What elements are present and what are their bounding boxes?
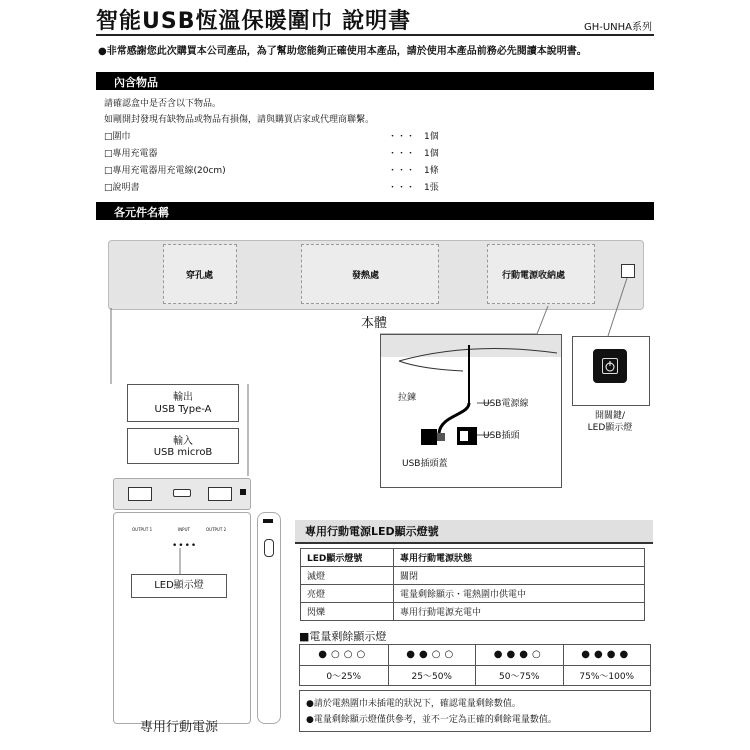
- port-label-output-1: OUTPUT 1: [132, 527, 153, 532]
- contents-note-1: 請確認盒中是否含以下物品。: [104, 99, 222, 109]
- led-signal-cell: 亮燈: [301, 585, 394, 603]
- led-state-cell: 電量剩餘顯示・電熱圍巾供電中: [394, 585, 645, 603]
- battery-dots-icon: ●●●○: [476, 649, 563, 666]
- battery-range-label: 75%〜100%: [579, 672, 635, 682]
- battery-level-cell: [563, 645, 651, 685]
- battery-dots-icon: ●●○○: [389, 649, 476, 666]
- contents-item-dots: ・・・: [388, 183, 416, 193]
- table-header-row: [301, 549, 645, 567]
- powerbank-label: 專用行動電源: [140, 720, 219, 735]
- output-label: 輸出: [173, 392, 193, 403]
- led-table-heading-band: [295, 520, 653, 544]
- usb-cable-label: USB電源線: [483, 399, 529, 409]
- state-col-header: 專用行動電源狀態: [394, 549, 645, 567]
- battery-level-table: [299, 644, 651, 686]
- side-port-icon: [263, 519, 273, 523]
- input-label: 輸入: [173, 436, 193, 447]
- led-label: LED顯示燈: [131, 574, 227, 598]
- contents-item-qty: 1個: [424, 132, 439, 142]
- contents-item-qty: 1條: [424, 166, 439, 176]
- led-state-cell: 專用行動電源充電中: [394, 603, 645, 621]
- side-button-icon: [264, 539, 274, 557]
- battery-level-cell: [300, 645, 388, 685]
- note-1: ●請於電熱圍巾未插電的狀況下，確認電量剩餘數值。: [306, 699, 521, 709]
- contents-item-dots: ・・・: [388, 132, 416, 142]
- contents-item-label: □圍巾: [104, 132, 131, 142]
- battery-dots-icon: ●○○○: [300, 649, 388, 666]
- contents-item-label: □說明書: [104, 183, 140, 193]
- switch-label-2: LED顯示燈: [587, 423, 633, 433]
- input-type: USB microB: [153, 447, 213, 458]
- contents-heading: 內含物品: [114, 76, 158, 89]
- battery-heading: ■電量剩餘顯示燈: [299, 630, 387, 643]
- contents-item-dots: ・・・: [388, 149, 416, 159]
- parts-heading: 各元件名稱: [114, 206, 169, 219]
- led-signal-cell: 滅燈: [301, 567, 394, 585]
- led-state-cell: 關閉: [394, 567, 645, 585]
- usb-plug-label: USB插頭: [483, 431, 520, 441]
- battery-level-cell: [388, 645, 476, 685]
- contents-item-qty: 1個: [424, 149, 439, 159]
- notes-box: [299, 690, 651, 732]
- battery-level-cell: [475, 645, 563, 685]
- contents-item-dots: ・・・: [388, 166, 416, 176]
- battery-range-label: 0〜25%: [326, 672, 362, 682]
- battery-range-label: 25〜50%: [411, 672, 452, 682]
- heating-zone-label: 發熱處: [352, 271, 380, 281]
- model-number: GH-UNHA系列: [583, 22, 652, 33]
- port-label-output-2: OUTPUT 2: [206, 527, 227, 532]
- port-label-input: INPUT: [178, 527, 190, 532]
- hole-zone-label: 穿孔處: [186, 271, 214, 281]
- battery-dots-icon: ●●●●: [564, 649, 651, 666]
- note-2: ●電量剩餘顯示燈僅供參考，並不一定為正確的剩餘電量數值。: [306, 715, 557, 725]
- zipper-label: 拉鍊: [398, 393, 417, 403]
- contents-item-qty: 1張: [424, 183, 439, 193]
- table-row: [301, 567, 645, 585]
- body-label: 本體: [361, 316, 388, 331]
- table-row: [301, 603, 645, 621]
- led-signal-cell: 閃爍: [301, 603, 394, 621]
- table-row: [301, 585, 645, 603]
- contents-item-label: □專用充電器: [104, 149, 158, 159]
- led-table-heading: 專用行動電源LED顯示燈號: [305, 525, 439, 538]
- output-type: USB Type-A: [154, 404, 212, 415]
- led-col-header: LED顯示燈號: [301, 549, 394, 567]
- usb-cover-label: USB插頭蓋: [402, 459, 448, 469]
- battery-range-label: 50〜75%: [499, 672, 540, 682]
- switch-label-1: 開關鍵/: [594, 411, 626, 421]
- intro-text: ●非常感謝您此次購買本公司產品，為了幫助您能夠正確使用本產品，請於使用本產品前務必先閱讀本說明書。: [98, 46, 587, 57]
- powerbank-side: [257, 512, 281, 724]
- page-title: 智能USB恆溫保暖圍巾 說明書: [96, 9, 412, 34]
- contents-item-label: □專用充電器用充電線(20cm): [104, 166, 226, 176]
- led-indicator-dots-icon: ••••: [172, 541, 198, 551]
- led-status-table: [300, 548, 645, 621]
- contents-note-2: 如剛開封發現有缺物品或物品有損傷，請與購買店家或代理商聯繫。: [104, 115, 375, 125]
- storage-zone-label: 行動電源收納處: [502, 271, 566, 281]
